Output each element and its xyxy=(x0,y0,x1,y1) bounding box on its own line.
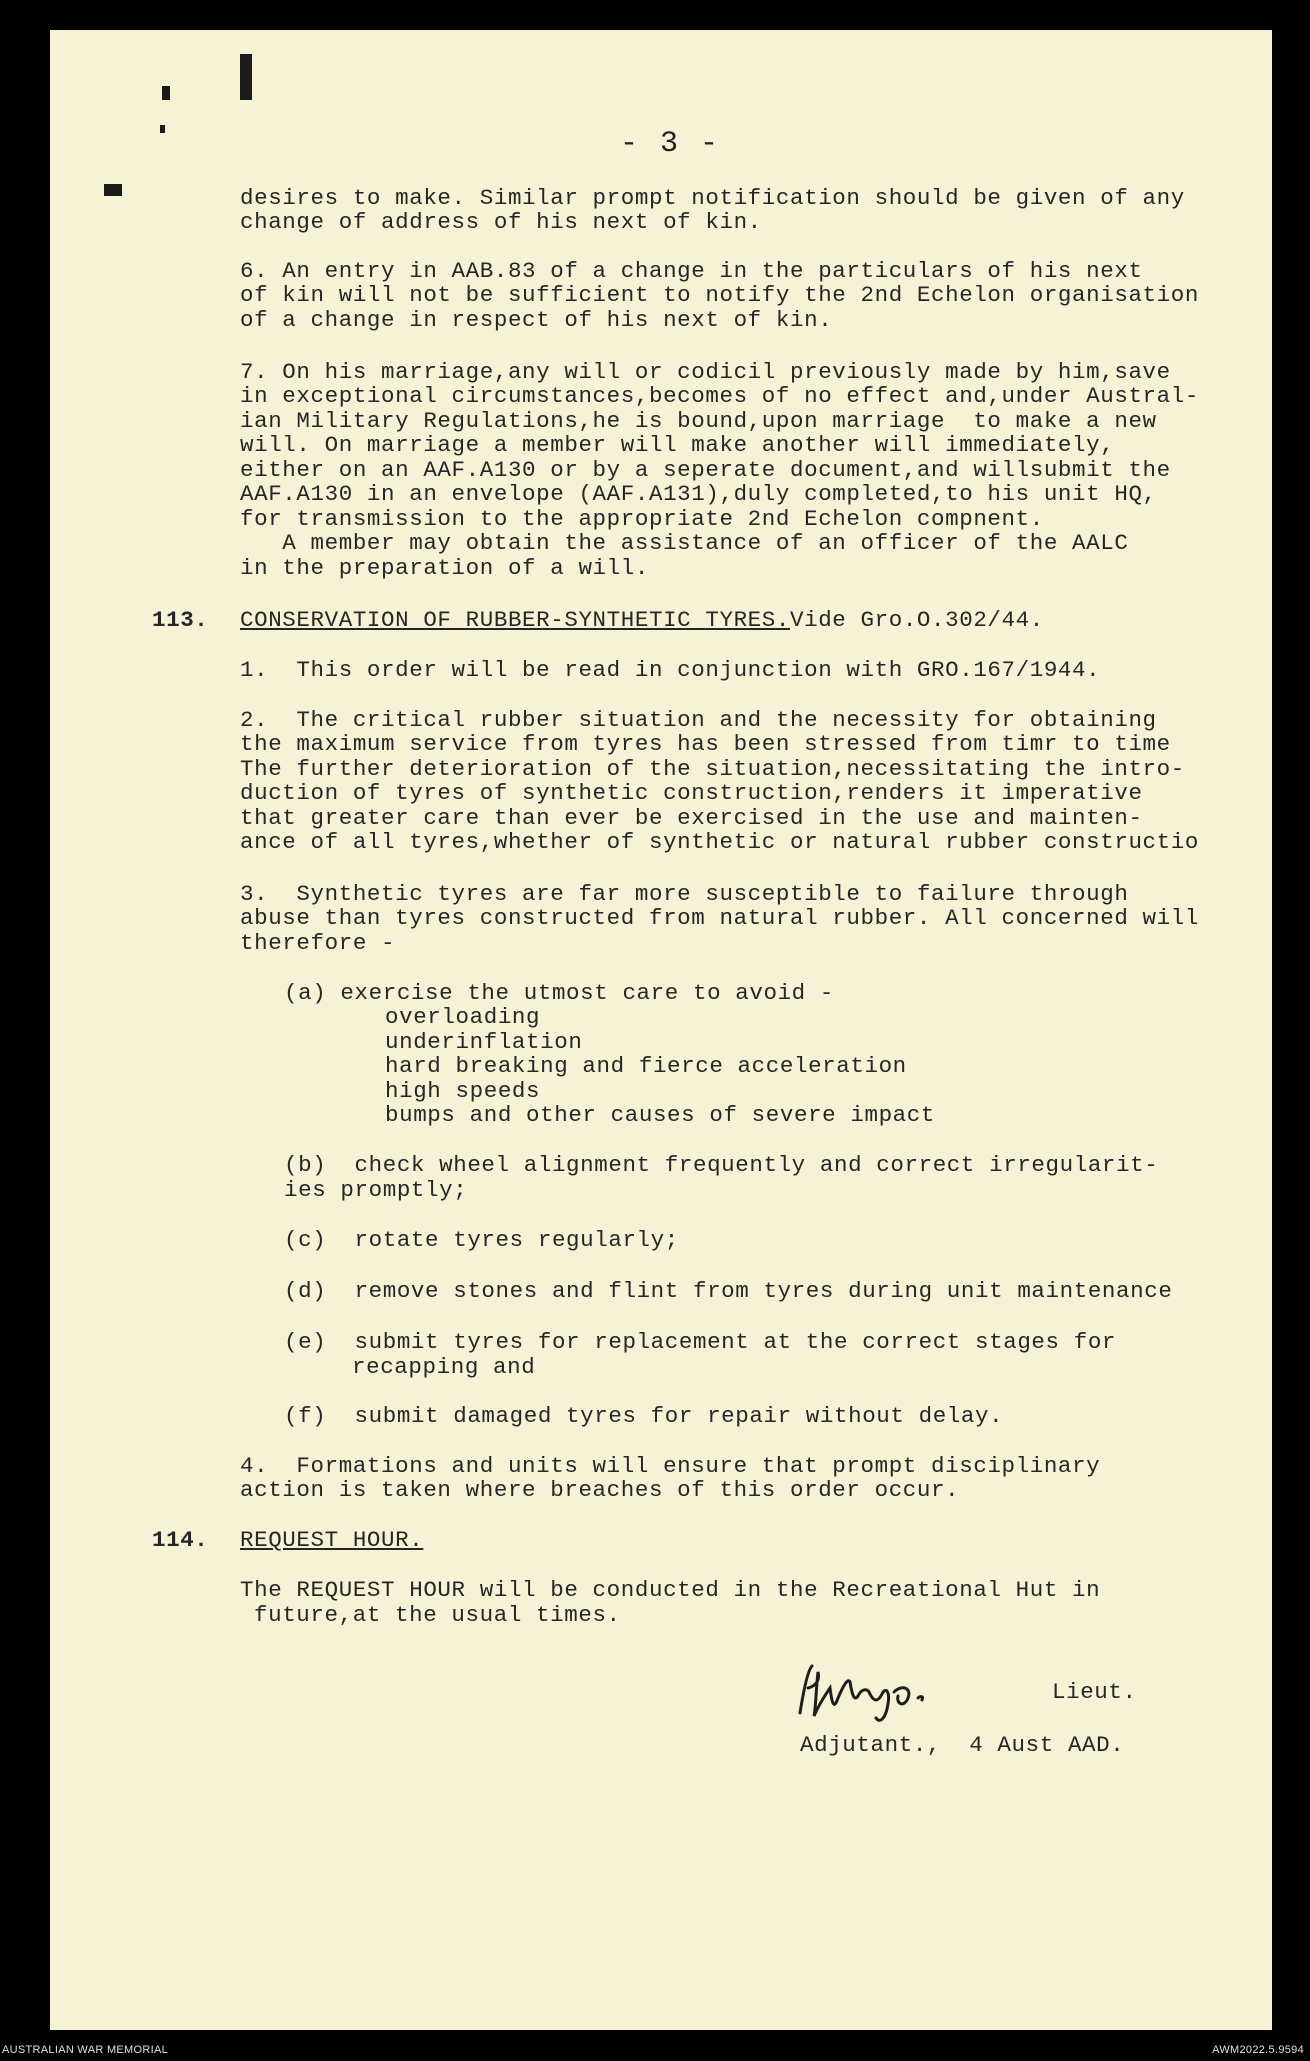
page-number: - 3 - xyxy=(620,127,721,161)
signature-rank: Lieut. xyxy=(1052,1679,1137,1705)
text-line: 4. Formations and units will ensure that prompt disciplinary xyxy=(240,1453,1101,1479)
text-line: for transmission to the appropriate 2nd Echelon compnent. xyxy=(240,506,1044,532)
handwritten-signature xyxy=(790,1658,980,1730)
signature-title: Adjutant., 4 Aust AAD. xyxy=(800,1732,1125,1758)
sub-list-item: overloading xyxy=(385,1004,541,1030)
sub-list-item: hard breaking and fierce acceleration xyxy=(385,1053,907,1079)
text-line: of a change in respect of his next of kin. xyxy=(240,307,833,333)
text-line: The further deterioration of the situation,necessitating the intro- xyxy=(240,756,1185,782)
section-title: REQUEST HOUR. xyxy=(240,1527,424,1553)
text-line: duction of tyres of synthetic construction,renders it imperative xyxy=(240,780,1143,806)
text-line: of kin will not be sufficient to notify the 2nd Echelon organisation xyxy=(240,282,1199,308)
margin-mark xyxy=(162,86,170,100)
list-item: (f) submit damaged tyres for repair without delay. xyxy=(284,1403,1004,1429)
list-item: (c) rotate tyres regularly; xyxy=(284,1227,679,1253)
sub-list-item: high speeds xyxy=(385,1078,541,1104)
text-line: 7. On his marriage,any will or codicil previously made by him,save xyxy=(240,359,1171,385)
list-item-continuation: ies promptly; xyxy=(284,1177,468,1203)
text-line: 3. Synthetic tyres are far more susceptible to failure through xyxy=(240,881,1129,907)
section-title: CONSERVATION OF RUBBER-SYNTHETIC TYRES. xyxy=(240,607,790,633)
text-line: AAF.A130 in an envelope (AAF.A131),duly completed,to his unit HQ, xyxy=(240,481,1157,507)
text-line: ance of all tyres,whether of synthetic or natural rubber constructio xyxy=(240,829,1199,855)
archive-credit: AUSTRALIAN WAR MEMORIAL xyxy=(2,2044,169,2056)
text-line: in the preparation of a will. xyxy=(240,555,649,581)
text-line: that greater care than ever be exercised in the use and mainten- xyxy=(240,805,1143,831)
margin-arrow-mark xyxy=(104,184,122,196)
list-item: (b) check wheel alignment frequently and correct irregularit- xyxy=(284,1152,1159,1178)
list-item: (a) exercise the utmost care to avoid - xyxy=(284,980,834,1006)
margin-mark xyxy=(240,54,252,100)
text-line: will. On marriage a member will make another will immediately, xyxy=(240,432,1115,458)
text-line: A member may obtain the assistance of an officer of the AALC xyxy=(240,530,1129,556)
section-heading xyxy=(240,608,1044,633)
text-line: action is taken where breaches of this order occur. xyxy=(240,1477,960,1503)
list-item: (d) remove stones and flint from tyres during unit maintenance xyxy=(284,1278,1173,1304)
sub-list-item: bumps and other causes of severe impact xyxy=(385,1102,935,1128)
text-line: abuse than tyres constructed from natural rubber. All concerned will xyxy=(240,905,1199,931)
text-line: 6. An entry in AAB.83 of a change in the particulars of his next xyxy=(240,258,1143,284)
section-number: 113. xyxy=(152,607,209,633)
text-line: ian Military Regulations,he is bound,upon marriage to make a new xyxy=(240,408,1157,434)
section-reference: Vide Gro.O.302/44. xyxy=(790,607,1044,633)
margin-mark xyxy=(160,125,165,133)
list-item: (e) submit tyres for replacement at the correct stages for xyxy=(284,1329,1117,1355)
text-line: The REQUEST HOUR will be conducted in the Recreational Hut in xyxy=(240,1577,1101,1603)
text-line: therefore - xyxy=(240,930,396,956)
archive-reference: AWM2022.5.9594 xyxy=(1212,2044,1304,2056)
text-line: change of address of his next of kin. xyxy=(240,209,762,235)
text-line: the maximum service from tyres has been stressed from timr to time xyxy=(240,731,1171,757)
text-line: in exceptional circumstances,becomes of no effect and,under Austral- xyxy=(240,383,1199,409)
sub-list-item: underinflation xyxy=(385,1029,583,1055)
text-line: either on an AAF.A130 or by a seperate document,and willsubmit the xyxy=(240,457,1171,483)
text-line: 2. The critical rubber situation and the necessity for obtaining xyxy=(240,707,1157,733)
text-line: future,at the usual times. xyxy=(254,1602,621,1628)
text-line: 1. This order will be read in conjunction with GRO.167/1944. xyxy=(240,657,1101,683)
list-item-continuation: recapping and xyxy=(352,1354,536,1380)
text-line: desires to make. Similar prompt notification should be given of any xyxy=(240,185,1185,211)
section-number: 114. xyxy=(152,1527,209,1553)
